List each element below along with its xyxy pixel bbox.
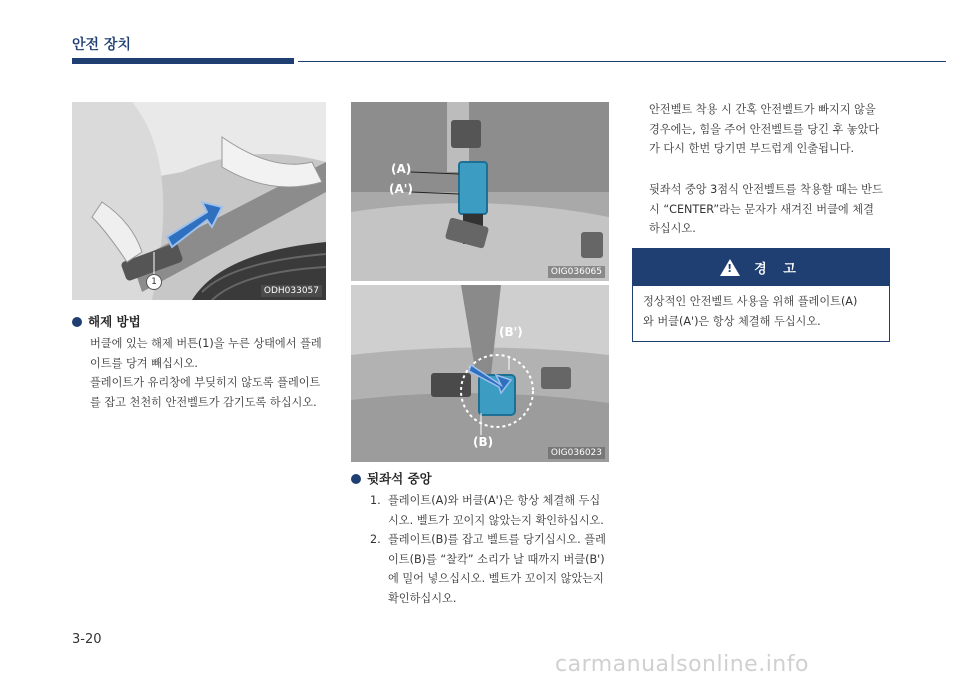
bullet-icon — [72, 317, 82, 327]
header-rule-thin — [298, 61, 946, 62]
release-line: 를 잡고 천천히 안전벨트가 감기도록 하십시오. — [90, 395, 317, 409]
photo-code-label: ODH033057 — [261, 285, 322, 297]
para-line: 시 “CENTER”라는 문자가 새겨진 버클에 체결 — [649, 202, 874, 216]
step-number: 1. — [370, 494, 381, 507]
photo-code-label: OIG036065 — [548, 266, 605, 278]
warning-box — [632, 248, 890, 342]
rear-center-steps — [370, 491, 620, 608]
release-heading-text: 해제 방법 — [88, 314, 141, 329]
step-line: 플레이트(B)를 잡고 벨트를 당기십시오. 플레 — [388, 533, 606, 546]
label-b-prime: (B') — [499, 325, 523, 339]
buckle-release-photo — [72, 102, 326, 300]
header-rule-thick — [72, 58, 294, 64]
para-line: 하십시오. — [649, 222, 696, 235]
para-line: 가 다시 한번 당기면 부드럽게 인출됩니다. — [649, 142, 855, 155]
release-line: 플레이트가 유리창에 부딪히지 않도록 플레이트 — [90, 376, 321, 389]
right-paragraph-1 — [649, 100, 899, 159]
step-item — [370, 530, 620, 608]
warning-header — [633, 249, 889, 286]
rear-center-heading — [351, 469, 432, 487]
release-line: 이트를 당겨 빼십시오. — [90, 356, 198, 370]
para-line: 뒷좌석 중앙 3점식 안전벨트를 착용할 때는 반드 — [649, 183, 883, 196]
bullet-icon — [351, 474, 361, 484]
rear-center-lower-photo — [351, 285, 609, 462]
callout-1-marker: 1 — [146, 274, 162, 290]
section-header-title: 안전 장치 — [72, 37, 131, 53]
photo-code-label: OIG036023 — [548, 447, 605, 459]
step-line: 시오. 벨트가 꼬이지 않았는지 확인하십시오. — [388, 513, 604, 527]
release-section-heading — [72, 312, 141, 330]
label-a-prime: (A') — [389, 182, 413, 196]
warning-triangle-icon: ! — [720, 259, 740, 276]
watermark: carmanualsonline.info — [555, 652, 809, 677]
warning-line: 정상적인 안전벨트 사용을 위해 플레이트(A) — [643, 295, 858, 308]
step-line: 확인하십시오. — [388, 591, 457, 605]
rear-center-upper-photo — [351, 102, 609, 281]
step-number: 2. — [370, 533, 381, 546]
right-paragraph-2 — [649, 180, 899, 239]
warning-line: 와 버클(A')은 항상 체결해 두십시오. — [643, 314, 821, 328]
rear-center-heading-text: 뒷좌석 중앙 — [367, 471, 432, 486]
release-line: 버클에 있는 해제 버튼(1)을 누른 상태에서 플레 — [90, 337, 322, 350]
label-b: (B) — [473, 435, 494, 449]
step-line: 이트(B)를 “찰칵” 소리가 날 때까지 버클(B') — [388, 552, 605, 566]
step-line: 플레이트(A)와 버클(A')은 항상 체결해 두십 — [388, 494, 601, 507]
warning-title: 경 고 — [754, 262, 802, 277]
page-number: 3-20 — [72, 632, 102, 647]
release-instructions — [90, 334, 340, 412]
para-line: 안전벨트 착용 시 간혹 안전벨트가 빠지지 않을 — [649, 103, 876, 116]
step-item — [370, 491, 620, 530]
para-line: 경우에는, 힘을 주어 안전벨트를 당긴 후 놓았다 — [649, 122, 880, 136]
warning-body — [633, 286, 889, 337]
step-line: 에 밀어 넣으십시오. 벨트가 꼬이지 않았는지 — [388, 572, 604, 585]
label-a: (A) — [391, 162, 412, 176]
